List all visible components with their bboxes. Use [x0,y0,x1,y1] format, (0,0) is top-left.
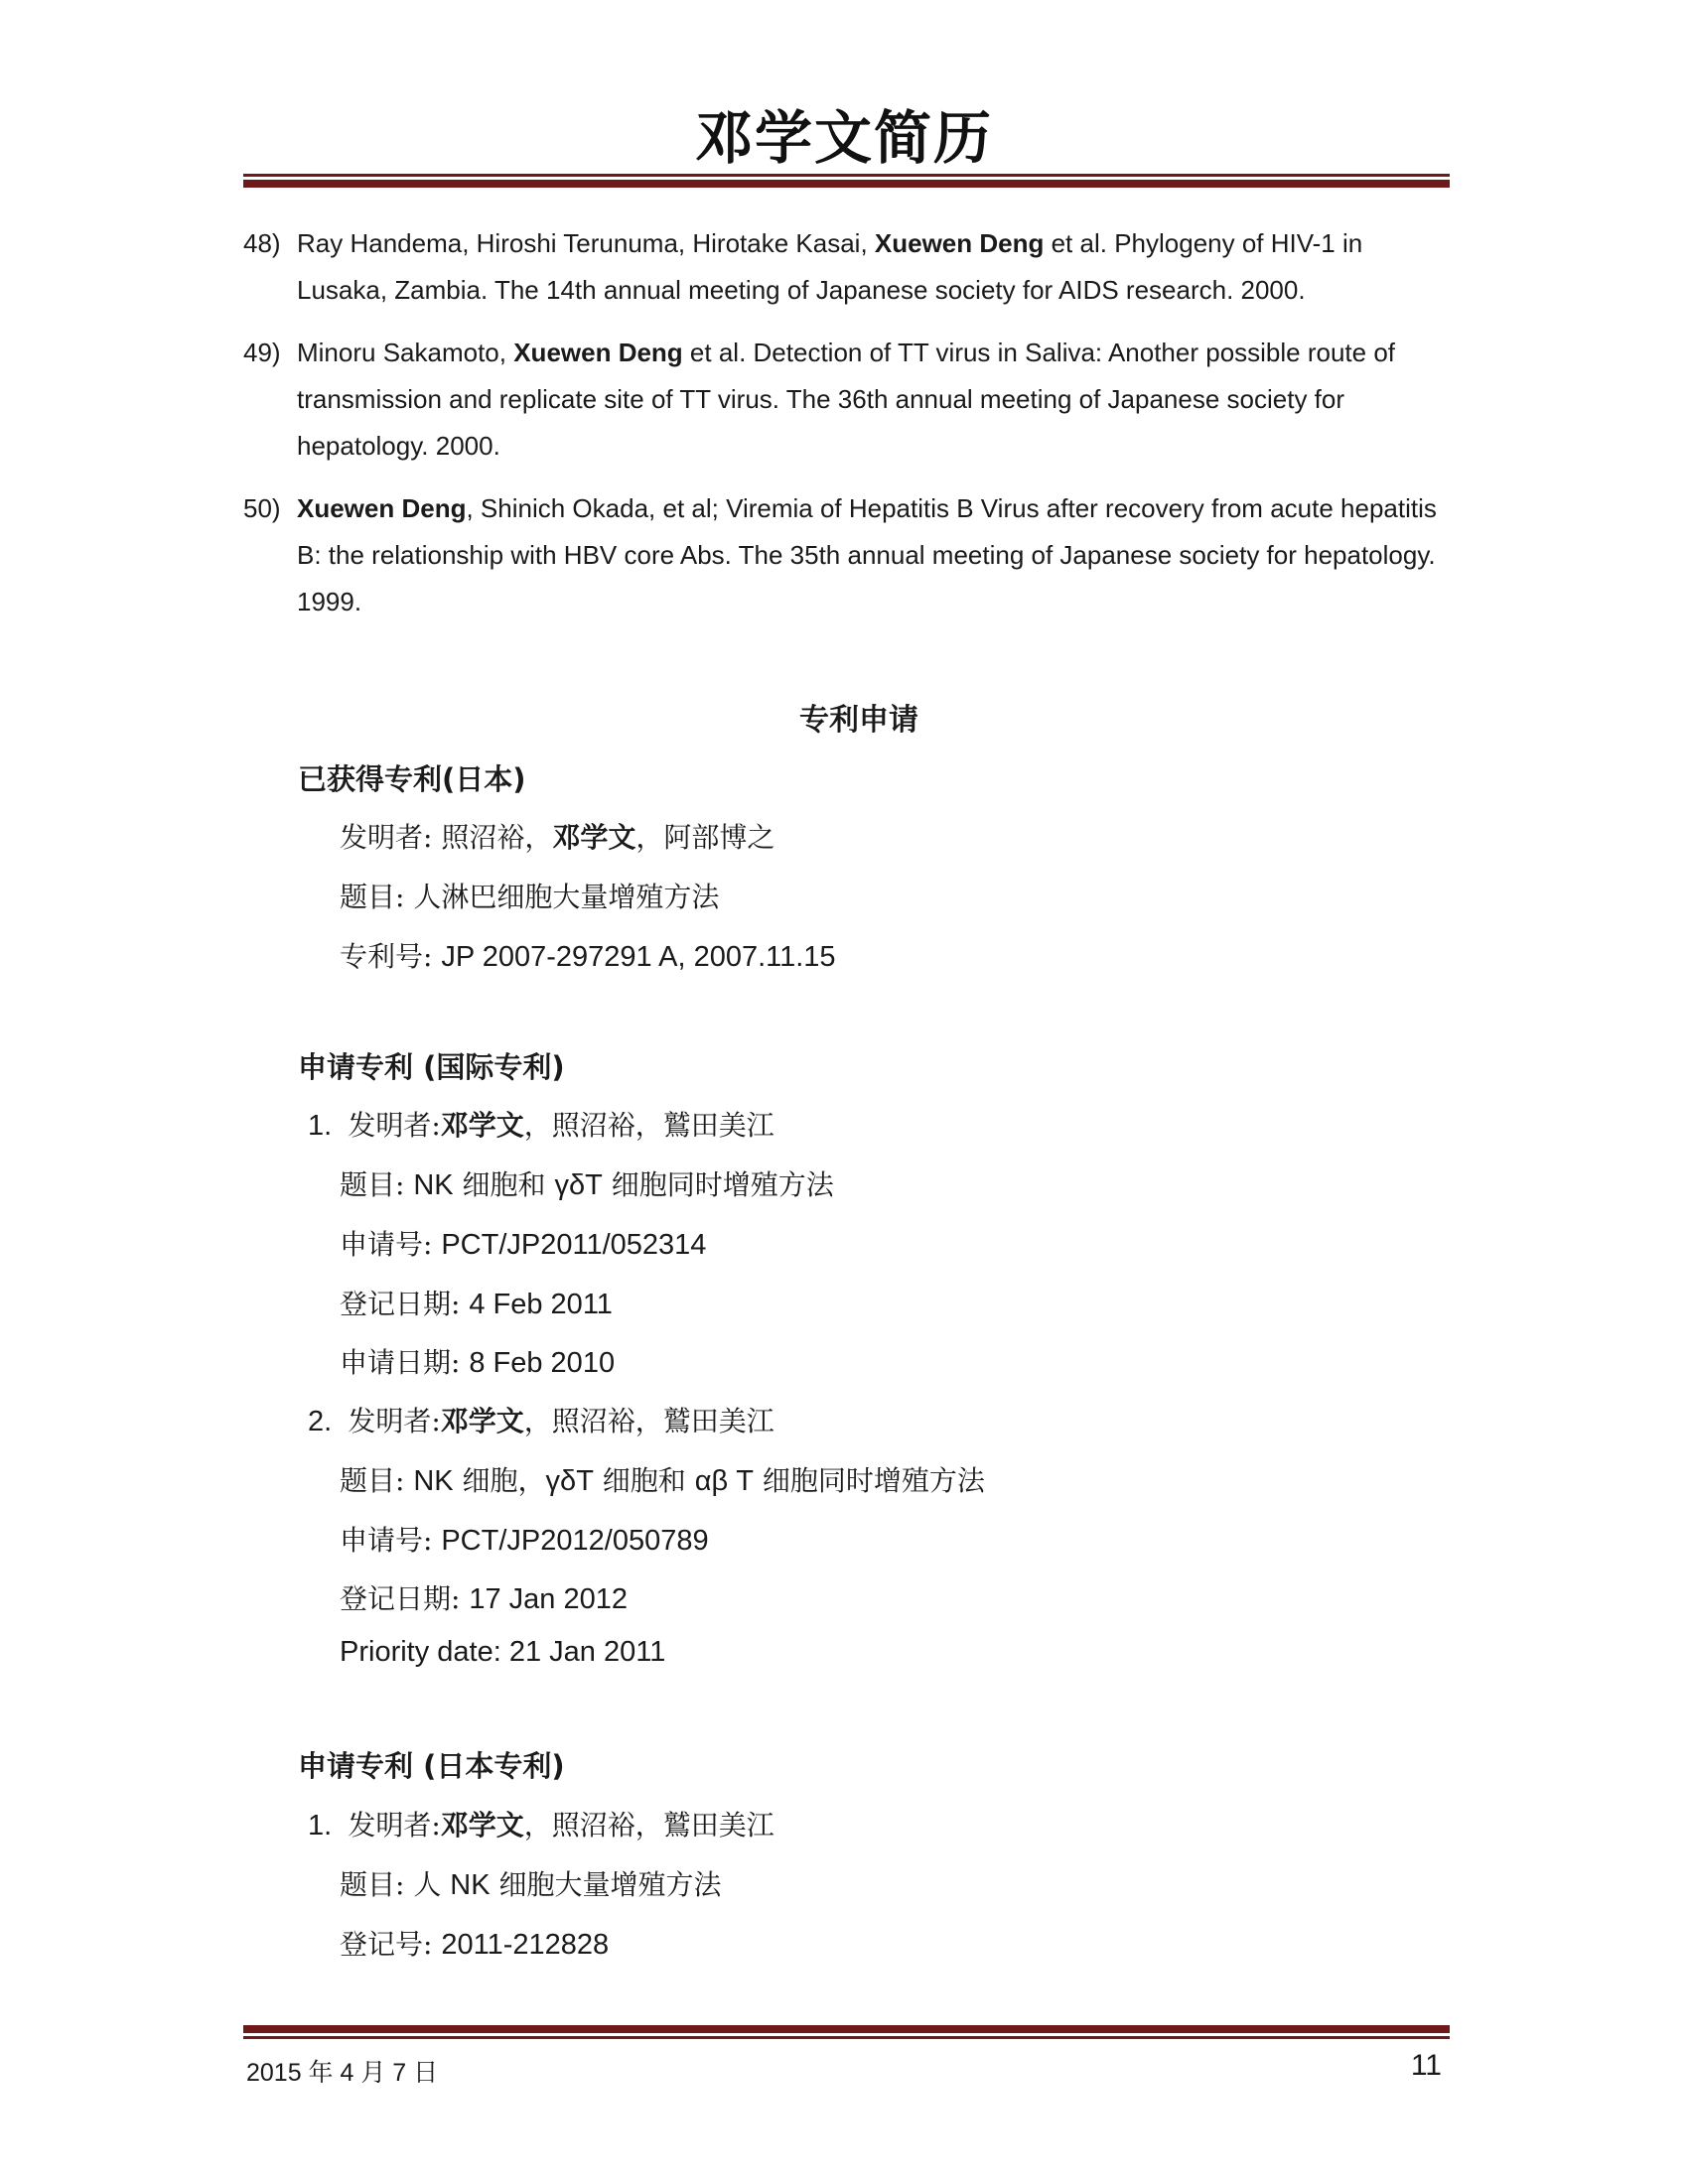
intl-1-registration [340,1283,613,1322]
registration-number: 2011-212828 [441,1929,610,1961]
item-number: 1. [308,1810,333,1842]
page-title: 邓学文简历 [694,104,993,172]
footer-rule [243,2025,1450,2039]
title-label: 题目: [340,881,414,913]
inventor-highlight: 邓学文 [552,821,636,854]
jp-1-inventors [308,1804,774,1843]
title-label: 题目: [340,1868,414,1901]
patent-number: JP 2007-297291 A, 2007.11.15 [441,941,836,973]
reference-text [297,330,1459,470]
title-part: αβ T [694,1465,754,1497]
registration-label: 登记日期: [340,1582,470,1615]
number-label: 专利号: [340,940,442,973]
title-part: 细胞大量增殖方法 [490,1868,722,1901]
inventor-names: ，照沼裕，鷲田美江 [523,1109,774,1142]
intl-1-application [340,1223,706,1263]
priority-date: Priority date: 21 Jan 2011 [340,1636,666,1668]
reference-list [243,220,1460,641]
granted-heading: 已获得专利(日本) [298,762,526,796]
intl-2-title [340,1459,985,1499]
title-part: 细胞和 [453,1168,555,1201]
title-label: 题目: [340,1168,414,1201]
application-number: PCT/JP2012/050789 [441,1525,709,1557]
reference-rest: , Shinich Okada, et al; Viremia of Hepatitis B Virus after recovery from acute hepatitis B: the relationship with HBV core Abs. The 35th annual meeting of Japanese society for hepatology. 1999. [297,493,1437,616]
header-rule [243,174,1450,188]
title-part: NK [413,1465,454,1497]
reference-authors: Minoru Sakamoto, [297,338,514,367]
reference-text [297,485,1459,625]
jp-1-registration [340,1923,609,1963]
title-part: 人 [413,1868,451,1901]
inventor-names: ，阿部博之 [635,821,775,854]
title-part: γδT [554,1169,603,1201]
inventor-names: 照沼裕， [441,821,553,854]
page-number: 11 [1410,2049,1442,2082]
registration-date: 4 Feb 2011 [469,1289,613,1320]
intl-2-priority [340,1636,665,1669]
inventor-names: ，照沼裕，鷲田美江 [523,1405,774,1437]
inventor-names: ，照沼裕，鷲田美江 [523,1809,774,1842]
title-part: γδT [545,1465,594,1497]
reference-number: 48) [243,228,281,258]
reference-rest: et al. Phylogeny of HIV-1 in Lusaka, Zambia. The 14th annual meeting of Japanese society for AIDS research. 2000. [297,228,1363,305]
inventor-label: 发明者: [348,1109,441,1142]
title-part: 细胞同时增殖方法 [602,1168,834,1201]
title-part: 细胞同时增殖方法 [753,1464,985,1497]
item-number: 1. [308,1110,333,1142]
granted-number [340,935,836,975]
patent-title: 人淋巴细胞大量增殖方法 [413,881,720,913]
inventor-label: 发明者: [348,1809,441,1842]
registration-label: 登记日期: [340,1288,470,1320]
intl-1-inventors [308,1104,774,1144]
intl-1-title [340,1163,834,1203]
reference-number: 49) [243,338,281,367]
intl-2-application [340,1519,709,1559]
reference-item [243,485,1460,625]
application-label: 申请号: [340,1524,442,1557]
title-part: 细胞和 [593,1464,695,1497]
intl-1-apply-date [340,1341,615,1381]
inventor-highlight: 邓学文 [440,1109,524,1142]
title-part: NK [413,1169,454,1201]
reference-highlight-author: Xuewen Deng [297,493,467,523]
title-part: 细胞， [453,1464,546,1497]
section-title: 专利申请 [799,703,918,738]
intl-2-inventors [308,1400,774,1439]
footer-date: 2015 年 4 月 7 日 [246,2059,439,2087]
title-label: 题目: [340,1464,414,1497]
registration-label: 登记号: [340,1928,442,1961]
reference-item [243,330,1460,470]
item-number: 2. [308,1406,333,1437]
inventor-highlight: 邓学文 [440,1405,524,1437]
application-number: PCT/JP2011/052314 [441,1229,707,1261]
japan-heading: 申请专利 (日本专利) [298,1749,565,1783]
granted-title [340,876,719,915]
international-heading: 申请专利 (国际专利) [298,1050,565,1084]
inventor-label: 发明者: [348,1405,441,1437]
reference-authors: Ray Handema, Hiroshi Terunuma, Hirotake Kasai, [297,228,875,258]
reference-highlight-author: Xuewen Deng [513,338,683,367]
application-label: 申请号: [340,1228,442,1261]
inventor-highlight: 邓学文 [440,1809,524,1842]
reference-item [243,220,1460,314]
reference-number: 50) [243,493,281,523]
reference-highlight-author: Xuewen Deng [874,228,1045,258]
granted-inventors [340,816,774,856]
intl-2-registration [340,1577,628,1617]
apply-date: 8 Feb 2010 [469,1347,616,1379]
apply-date-label: 申请日期: [340,1346,470,1379]
reference-rest: et al. Detection of TT virus in Saliva: Another possible route of transmission and replicate site of TT virus. The 36th annual meeting of Japanese society for hepatology. 2000. [297,338,1396,461]
inventor-label: 发明者: [340,821,442,854]
jp-1-title [340,1863,721,1903]
registration-date: 17 Jan 2012 [469,1583,628,1615]
reference-text [297,220,1459,314]
title-part: NK [450,1869,491,1901]
